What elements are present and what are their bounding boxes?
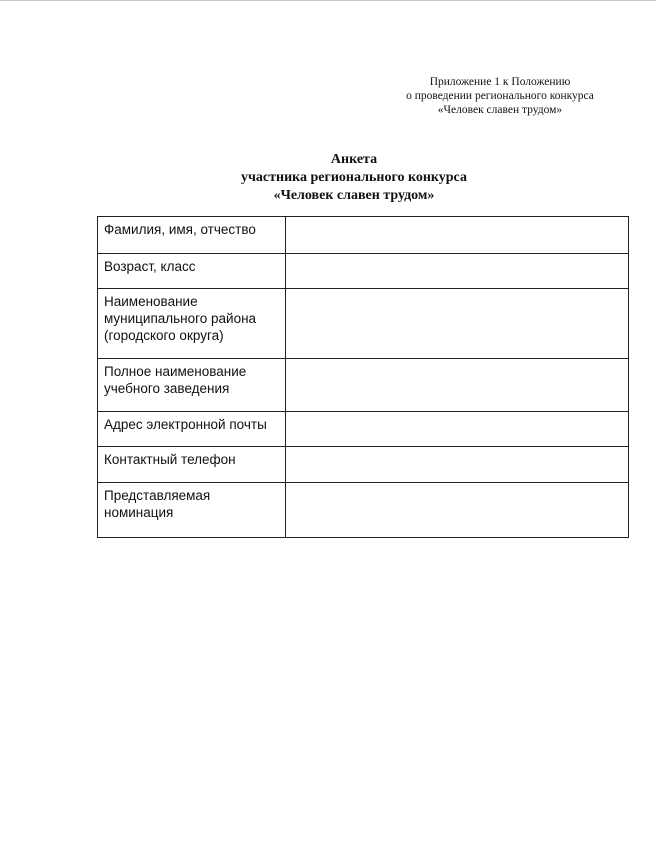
label-line: Фамилия, имя, отчество [104, 222, 256, 237]
heading-line-1: Анкета [330, 152, 378, 167]
field-label-phone [98, 447, 286, 483]
heading-line-2: участника регионального конкурса [241, 170, 467, 185]
page-top-edge [0, 0, 656, 1]
field-value-email[interactable] [286, 412, 629, 447]
label-line: муниципального района [104, 311, 257, 326]
table-row [98, 447, 629, 483]
appendix-note [360, 75, 640, 117]
label-line: Контактный телефон [104, 452, 236, 467]
label-line: учебного заведения [104, 381, 230, 396]
table-row [98, 412, 629, 447]
table-row [98, 289, 629, 359]
participant-form-table [97, 216, 629, 538]
appendix-line-3: «Человек славен трудом» [437, 104, 563, 116]
field-value-school[interactable] [286, 359, 629, 412]
field-label-nomination [98, 483, 286, 538]
label-line: (городского округа) [104, 328, 224, 343]
field-label-full-name [98, 217, 286, 254]
field-value-municipality[interactable] [286, 289, 629, 359]
field-label-municipality [98, 289, 286, 359]
field-value-full-name[interactable] [286, 217, 629, 254]
table-row [98, 217, 629, 254]
label-line: Полное наименование [104, 364, 247, 379]
label-line: Наименование [104, 294, 198, 309]
field-label-email [98, 412, 286, 447]
field-label-school [98, 359, 286, 412]
field-value-phone[interactable] [286, 447, 629, 483]
label-line: номинация [104, 505, 174, 520]
appendix-line-2: о проведении регионального конкурса [406, 90, 594, 102]
field-value-nomination[interactable] [286, 483, 629, 538]
label-line: Представляемая [104, 488, 211, 503]
table-row [98, 483, 629, 538]
field-label-age-class [98, 254, 286, 289]
heading-line-3: «Человек славен трудом» [273, 188, 435, 203]
form-heading [150, 151, 558, 205]
table-row [98, 254, 629, 289]
label-line: Возраст, класс [104, 259, 196, 274]
field-value-age-class[interactable] [286, 254, 629, 289]
label-line: Адрес электронной почты [104, 417, 267, 432]
appendix-line-1: Приложение 1 к Положению [429, 76, 571, 88]
table-row [98, 359, 629, 412]
